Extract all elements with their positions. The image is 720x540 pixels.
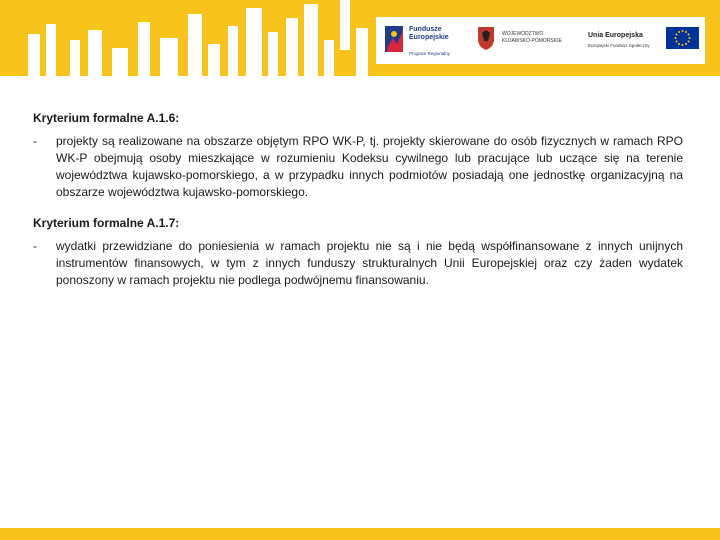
unia-europejska-logo [586, 23, 701, 59]
decor-block [160, 38, 178, 76]
logos-box [376, 17, 705, 64]
decor-block [340, 0, 350, 50]
decor-block [70, 40, 80, 76]
bullet-dash: - [33, 239, 37, 253]
decor-block [268, 32, 278, 76]
criterion-text: wydatki przewidziane do poniesienia w ramach projektu nie są i nie będą współfinansowane z innych unijnych instrumentów finansowych, w tym z innych funduszy strukturalnych Unii Europejskiej oraz czy żaden wydatek ponoszony w ramach projektu nie podlega podwójnemu finansowaniu. [56, 239, 683, 287]
fe-subtitle: Program Regionalny [409, 51, 451, 56]
fe-star-icon [383, 24, 405, 54]
decor-block [356, 28, 368, 76]
decor-block [208, 44, 220, 76]
criterion-item [33, 133, 683, 201]
decor-block [304, 4, 318, 76]
decor-block [138, 22, 150, 76]
decor-block [188, 14, 202, 76]
decor-block [228, 26, 238, 76]
criterion-heading: Kryterium formalne A.1.7: [33, 216, 180, 230]
criterion-item [33, 238, 683, 289]
ue-title: Unia Europejska [588, 32, 643, 39]
fe-title: Fundusze Europejskie [409, 26, 449, 41]
coat-of-arms-icon [476, 25, 496, 51]
fundusze-europejskie-logo [383, 24, 457, 57]
bullet-dash: - [33, 134, 37, 148]
eu-flag-icon [666, 27, 699, 49]
criterion-text: projekty są realizowane na obszarze objętym RPO WK-P, tj. projekty skierowane do osób fizycznych w ramach RPO WK-P obejmują osoby mieszkające w rozumieniu Kodeksu cywilnego lub pracujące lub uczące się na terenie województwa kujawsko-pomorskiego, a w przypadku innych podmiotów posiadają one jednostkę organizacyjną na obszarze województwa kujawsko-pomorskiego. [56, 134, 683, 199]
ue-subtitle: Europejski Fundusz Społeczny [588, 43, 650, 48]
footer-bar [0, 528, 720, 540]
wk-title: WOJEWÓDZTWO KUJAWSKO-POMORSKIE [502, 31, 562, 44]
decor-block [112, 48, 128, 76]
criteria-content [33, 110, 683, 303]
criterion-heading: Kryterium formalne A.1.6: [33, 111, 180, 125]
header-bar [0, 0, 720, 76]
decor-block [28, 34, 40, 76]
decor-block [46, 24, 56, 76]
wojewodztwo-logo [476, 25, 571, 55]
decor-block [88, 30, 102, 76]
decor-block [246, 8, 262, 76]
decor-block [286, 18, 298, 76]
decor-block [324, 40, 334, 76]
